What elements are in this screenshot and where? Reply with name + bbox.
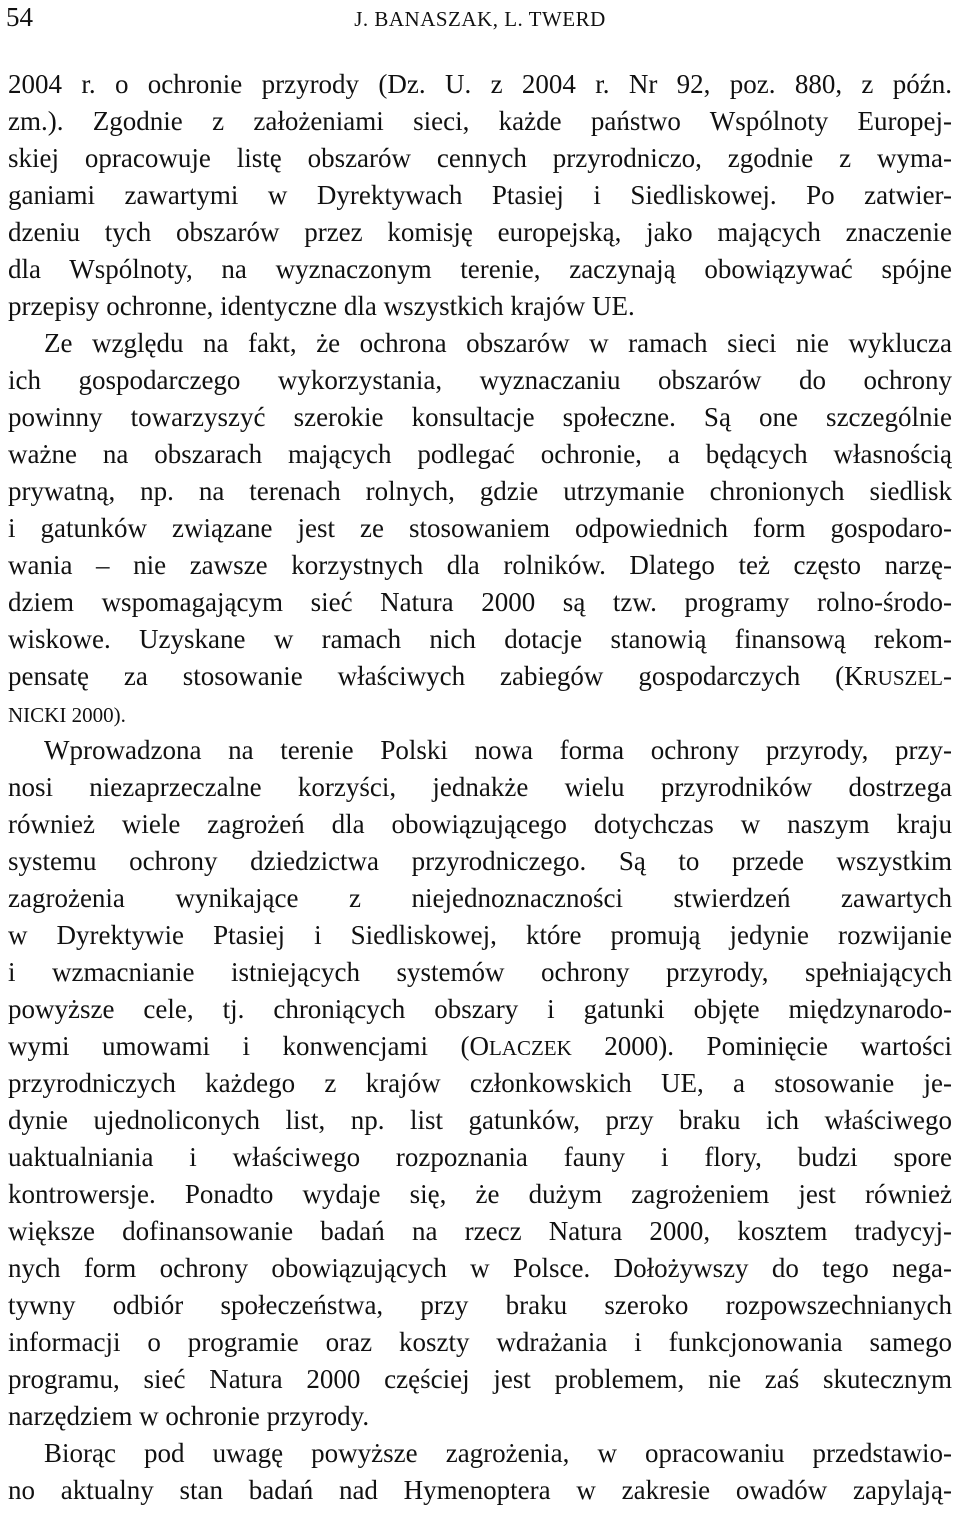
text-line: prywatną, np. na terenach rolnych, gdzie utrzymanie chronionych siedlisk xyxy=(8,476,952,506)
text-line: wania – nie zawsze korzystnych dla rolników. Dlatego też często narzę- xyxy=(8,550,952,580)
text-line: narzędziem w ochronie przyrody. xyxy=(8,1401,370,1431)
text-line: programu, sieć Natura 2000 częściej jest problemem, nie zaś skutecznym xyxy=(8,1364,952,1394)
text-line: dziem wspomagającym sieć Natura 2000 są tzw. programy rolno-środo- xyxy=(8,587,952,617)
text-segment: pensatę za stosowanie właściwych zabiegów gospodarczych ( xyxy=(8,661,845,691)
text-line: powinny towarzyszyć szerokie konsultacje społeczne. Są one szczególnie xyxy=(8,402,952,432)
text-line: przyrodniczych każdego z krajów członkowskich UE, a stosowanie je- xyxy=(8,1068,952,1098)
text-line: systemu ochrony dziedzictwa przyrodniczego. Są to przede wszystkim xyxy=(8,846,952,876)
text-line: dynie ujednoliconych list, np. list gatunków, przy braku ich właściwego xyxy=(8,1105,952,1135)
text-line: Wprowadzona na terenie Polski nowa forma ochrony przyrody, przy- xyxy=(44,735,952,765)
citation-author: OLACZEK xyxy=(469,1031,572,1061)
text-line: ganiami zawartymi w Dyrektywach Ptasiej i Siedliskowej. Po zatwier- xyxy=(8,180,952,210)
text-line: ich gospodarczego wykorzystania, wyznaczaniu obszarów do ochrony xyxy=(8,365,952,395)
text-line: nosi niezaprzeczalne korzyści, jednakże wielu przyrodników dostrzega xyxy=(8,772,952,802)
text-line: i wzmacnianie istniejących systemów ochrony przyrody, spełniających xyxy=(8,957,952,987)
text-line: przepisy ochronne, identyczne dla wszystkich krajów UE. xyxy=(8,291,635,321)
citation-author: KRUSZEL- xyxy=(844,661,952,691)
text-line-citation xyxy=(8,658,952,694)
text-line: uaktualniania i właściwego rozpoznania fauny i flory, budzi spore xyxy=(8,1142,952,1172)
page-number: 54 xyxy=(6,2,33,32)
text-line: zm.). Zgodnie z założeniami sieci, każde państwo Wspólnoty Europej- xyxy=(8,106,952,136)
text-line: informacji o programie oraz koszty wdrażania i funkcjonowania samego xyxy=(8,1327,952,1357)
text-line: 2004 r. o ochronie przyrody (Dz. U. z 2004 r. Nr 92, poz. 880, z późn. xyxy=(8,69,952,99)
citation-author: NICKI 2000). xyxy=(8,703,126,727)
text-line: Ze względu na fakt, że ochrona obszarów w ramach sieci nie wyklucza xyxy=(44,328,952,358)
text-line: no aktualny stan badań nad Hymenoptera w zakresie owadów zapylają- xyxy=(8,1475,952,1505)
text-line-citation xyxy=(8,1028,952,1064)
text-line: i gatunków związane jest ze stosowaniem odpowiednich form gospodaro- xyxy=(8,513,952,543)
text-segment: 2000). Pominięcie wartości xyxy=(571,1031,952,1061)
text-line: tywny odbiór społeczeństwa, przy braku szeroko rozpowszechnianych xyxy=(8,1290,952,1320)
text-line: zagrożenia wynikające z niejednoznaczności stwierdzeń zawartych xyxy=(8,883,952,913)
text-line: większe dofinansowanie badań na rzecz Natura 2000, kosztem tradycyj- xyxy=(8,1216,952,1246)
text-line: skiej opracowuje listę obszarów cennych przyrodniczo, zgodnie z wyma- xyxy=(8,143,952,173)
text-line: dla Wspólnoty, na wyznaczonym terenie, zaczynają obowiązywać spójne xyxy=(8,254,952,284)
text-line: kontrowersje. Ponadto wydaje się, że dużym zagrożeniem jest również xyxy=(8,1179,952,1209)
text-line: również wiele zagrożeń dla obowiązującego dotychczas w naszym kraju xyxy=(8,809,952,839)
text-line: dzeniu tych obszarów przez komisję europejską, jako mających znaczenie xyxy=(8,217,952,247)
text-line: nych form ochrony obowiązujących w Polsce. Dołożywszy do tego nega- xyxy=(8,1253,952,1283)
text-line: w Dyrektywie Ptasiej i Siedliskowej, które promują jedynie rozwijanie xyxy=(8,920,952,950)
text-line: Biorąc pod uwagę powyższe zagrożenia, w opracowaniu przedstawio- xyxy=(44,1438,952,1468)
text-segment: wymi umowami i konwencjami ( xyxy=(8,1031,470,1061)
text-line: wiskowe. Uzyskane w ramach nich dotacje stanowią finansową rekom- xyxy=(8,624,952,654)
text-line: powyższe cele, tj. chroniących obszary i gatunki objęte międzynarodo- xyxy=(8,994,952,1024)
text-line: ważne na obszarach mających podlegać ochronie, a będących własnością xyxy=(8,439,952,469)
running-head xyxy=(0,0,960,36)
text-line-citation xyxy=(8,695,952,731)
header-authors: J. BANASZAK, L. TWERD xyxy=(354,7,606,31)
